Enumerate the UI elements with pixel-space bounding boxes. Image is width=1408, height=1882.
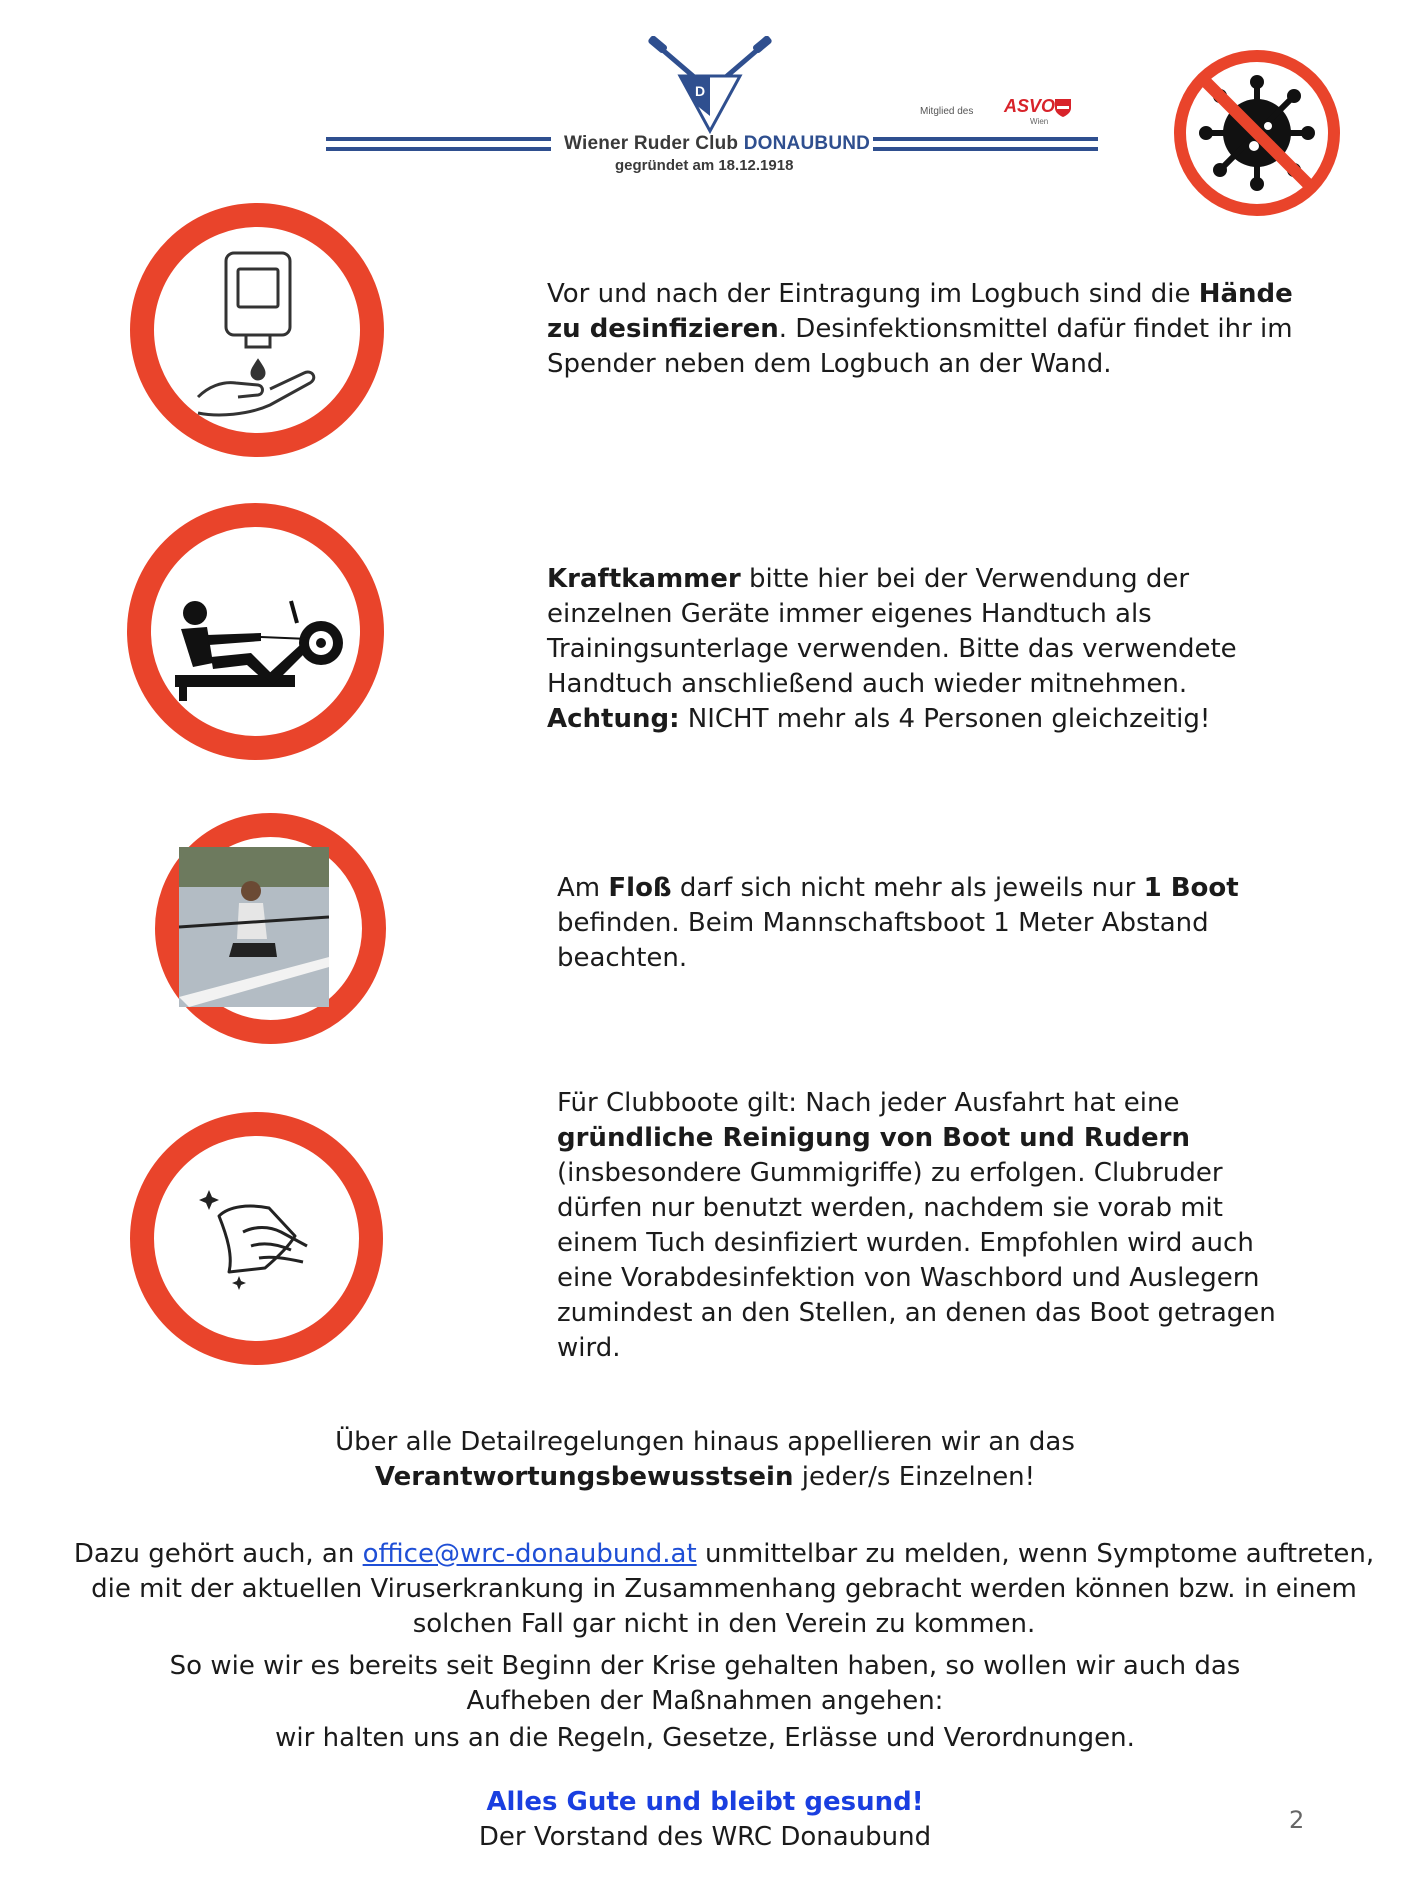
appeal-rest: jeder/s Einzelnen! — [793, 1462, 1036, 1492]
rule-segment: Vor und nach der Eintragung im Logbuch sind die — [547, 279, 1199, 309]
email-link[interactable]: office@wrc-donaubund.at — [362, 1539, 697, 1569]
rule-segment-bold: Floß — [608, 873, 672, 903]
rule-segment-bold: Achtung: — [547, 704, 680, 734]
approach-line: So wie wir es bereits seit Beginn der Krise gehalten haben, so wollen wir auch das Aufheben der Maßnahmen angehen: — [169, 1651, 1241, 1716]
approach-text — [130, 1649, 1280, 1756]
rule-segment: Für Clubboote gilt: Nach jeder Ausfahrt hat eine — [557, 1088, 1180, 1118]
rule-text — [557, 871, 1247, 976]
gym-sign — [127, 503, 384, 760]
club-name — [564, 133, 870, 155]
appeal-line: Über alle Detailregelungen hinaus appellieren wir an das — [335, 1427, 1075, 1457]
hand-sanitizer-sign — [130, 203, 384, 457]
report-after: unmittelbar zu melden, wenn Symptome auftreten, die mit der aktuellen Viruserkrankung in Zusammenhang gebracht werden können bzw. in einem solchen Fall gar nicht in den Verein zu kommen. — [91, 1539, 1375, 1639]
rowing-club-logo — [640, 36, 780, 136]
rule-segment: . Desinfektionsmittel dafür findet ihr im Spender neben dem Logbuch an der Wand. — [547, 314, 1293, 379]
rule-segment-bold: 1 Boot — [1143, 873, 1239, 903]
member-label: Mitglied des — [920, 106, 974, 117]
rowing-machine-icon — [161, 565, 351, 705]
jetty-sign — [155, 813, 386, 1044]
asvo-logo — [990, 96, 1100, 130]
club-name-accent: DONAUBUND — [743, 133, 871, 154]
closing — [355, 1785, 1055, 1855]
rule-segment: bitte hier bei der Verwendung der einzelnen Geräte immer eigenes Handtuch als Trainingsunterlage verwenden. Bitte das verwendete Handtuch anschließend auch wieder mitnehmen. — [547, 564, 1237, 699]
asvo-sub: Wien — [1030, 117, 1049, 126]
closing-signature: Der Vorstand des WRC Donaubund — [478, 1822, 932, 1852]
page-number: 2 — [1289, 1806, 1305, 1834]
approach-line2: wir halten uns an die Regeln, Gesetze, Erlässe und Verordnungen. — [275, 1723, 1135, 1753]
hand-sanitizer-icon — [174, 237, 340, 423]
closing-wish: Alles Gute und bleibt gesund! — [486, 1787, 924, 1817]
rule-segment-bold: gründliche Reinigung von Boot und Rudern — [557, 1123, 1190, 1153]
club-name-prefix: Wiener Ruder Club — [564, 133, 744, 154]
rule-text — [557, 1086, 1277, 1366]
asvo-text: ASVO — [1004, 96, 1056, 116]
rule-segment-bold: Hände zu desinfizieren — [547, 279, 1293, 344]
report-before: Dazu gehört auch, an — [73, 1539, 363, 1569]
svg-text:D: D — [695, 83, 706, 99]
cleaning-wipe-icon — [199, 1176, 319, 1296]
rule-text — [547, 562, 1307, 737]
rule-segment: befinden. Beim Mannschaftsboot 1 Meter Abstand beachten. — [557, 908, 1209, 973]
founded-date: gegründet am 18.12.1918 — [615, 157, 794, 174]
rule-segment: darf sich nicht mehr als jeweils nur — [671, 873, 1144, 903]
no-virus-icon — [1170, 46, 1344, 220]
report-text — [64, 1537, 1384, 1642]
header-rule-right — [873, 137, 1098, 151]
cleaning-sign — [130, 1112, 383, 1365]
header-rule-left — [326, 137, 551, 151]
rule-segment: (insbesondere Gummigriffe) zu erfolgen. Clubruder dürfen nur benutzt werden, nachdem sie vorab mit einem Tuch desinfiziert wurden. Empfohlen wird auch eine Vorabdesinfektion von Waschbord und Auslegern zumindest an den Stellen, an denen das Boot getragen wird. — [557, 1158, 1276, 1363]
rule-segment: NICHT mehr als 4 Personen gleichzeitig! — [679, 704, 1211, 734]
appeal-bold: Verantwortungsbewusstsein — [374, 1462, 794, 1492]
rule-segment-bold: Kraftkammer — [547, 564, 741, 594]
appeal-text — [180, 1425, 1230, 1495]
rule-segment: Am — [557, 873, 609, 903]
rule-text — [547, 277, 1307, 382]
rower-photo — [179, 847, 329, 1007]
